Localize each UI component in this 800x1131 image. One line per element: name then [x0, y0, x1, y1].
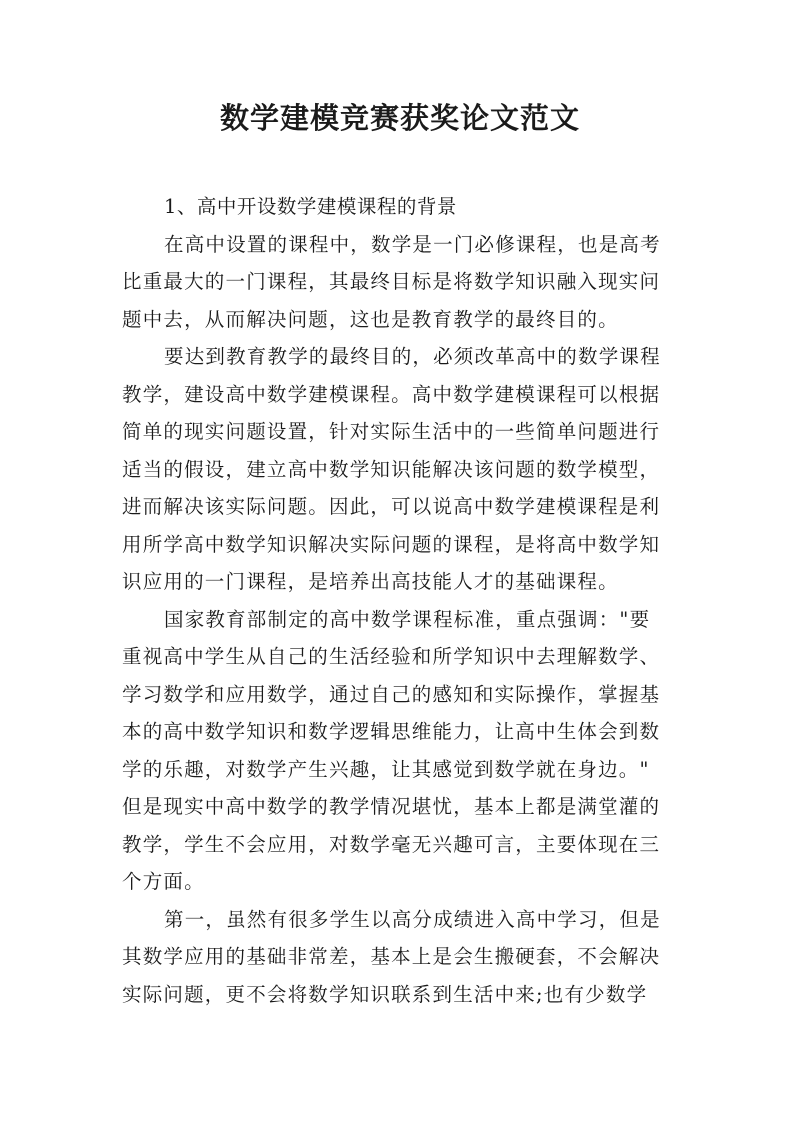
text-line: 本的高中数学知识和数学逻辑思维能力，让高中生体会到数	[122, 720, 661, 743]
text-line: 教学，建设高中数学建模课程。高中数学建模课程可以根据	[122, 382, 661, 406]
text-line: 题中去，从而解决问题，这也是教育教学的最终目的。	[122, 307, 619, 331]
section-heading: 1、高中开设数学建模课程的背景	[164, 195, 457, 218]
paragraph	[122, 338, 682, 601]
paragraph	[122, 601, 682, 901]
text-line: 要达到教育教学的最终目的，必须改革高中的数学课程	[164, 345, 661, 368]
text-line: 比重最大的一门课程，其最终目标是将数学知识融入现实问	[122, 270, 661, 293]
text-line: 国家教育部制定的高中数学课程标准，重点强调："要	[164, 607, 651, 631]
text-line: 用所学高中数学知识解决实际问题的课程，是将高中数学知	[122, 532, 661, 556]
text-line: 第一，虽然有很多学生以高分成绩进入高中学习，但是	[164, 907, 661, 931]
document-body	[122, 188, 682, 1013]
text-line: 在高中设置的课程中，数学是一门必修课程，也是高考	[164, 232, 661, 256]
text-line: 教学，学生不会应用，对数学毫无兴趣可言，主要体现在三	[122, 832, 661, 856]
text-line: 实际问题，更不会将数学知识联系到生活中来;也有少数学	[122, 982, 648, 1006]
text-line: 学习数学和应用数学，通过自己的感知和实际操作，掌握基	[122, 682, 661, 706]
document-title: 数学建模竞赛获奖论文范文	[219, 101, 580, 135]
text-line: 简单的现实问题设置，针对实际生活中的一些简单问题进行	[122, 420, 661, 443]
text-line: 适当的假设，建立高中数学知识能解决该问题的数学模型，	[122, 457, 661, 481]
text-line: 识应用的一门课程，是培养出高技能人才的基础课程。	[122, 570, 619, 593]
paragraph	[122, 901, 682, 1014]
text-line: 但是现实中高中数学的教学情况堪忧，基本上都是满堂灌的	[122, 795, 661, 818]
text-line: 重视高中学生从自己的生活经验和所学知识中去理解数学、	[122, 645, 661, 668]
text-line: 学的乐趣，对数学产生兴趣，让其感觉到数学就在身边。"	[122, 757, 650, 781]
text-line: 其数学应用的基础非常差，基本上是会生搬硬套，不会解决	[122, 945, 661, 968]
text-line: 个方面。	[122, 870, 205, 893]
paragraph	[122, 226, 682, 339]
text-line: 进而解决该实际问题。因此，可以说高中数学建模课程是利	[122, 495, 661, 518]
